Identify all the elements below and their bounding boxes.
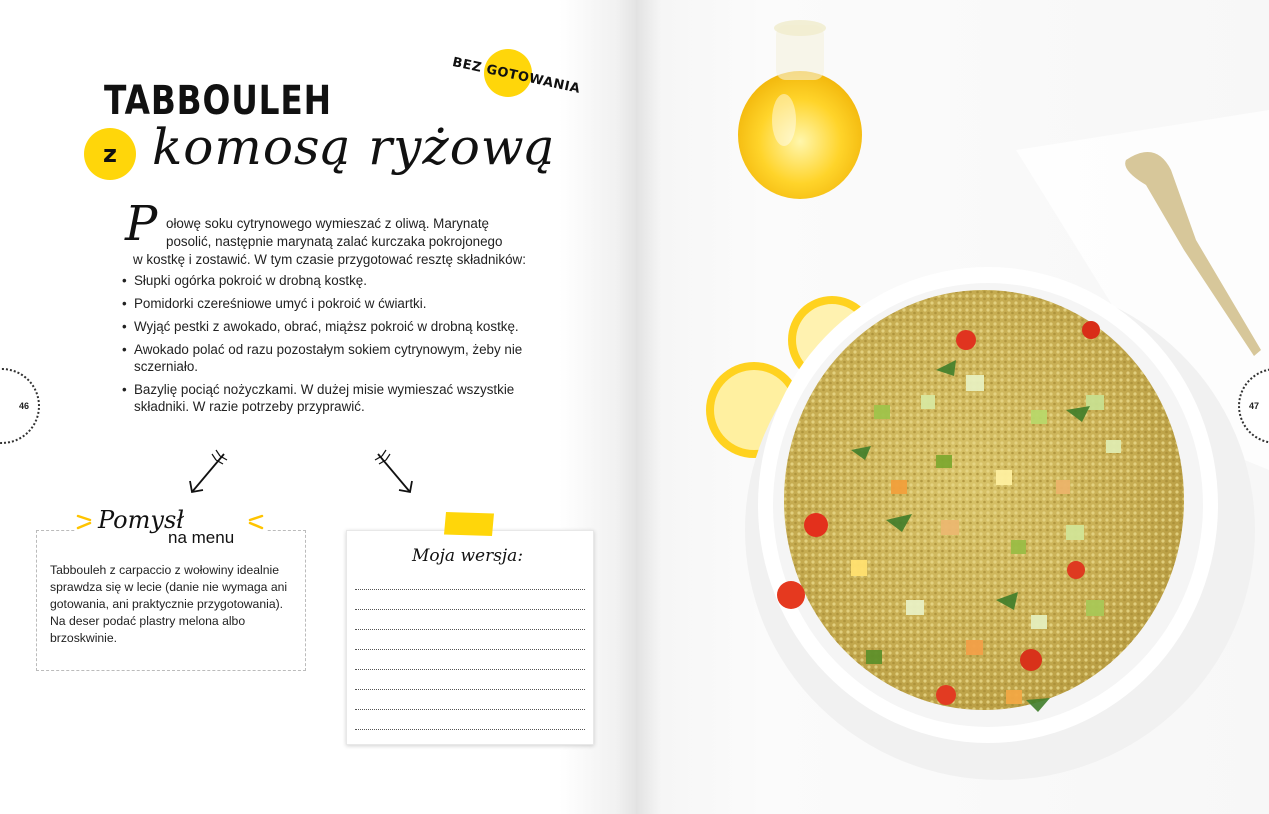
writing-line[interactable] bbox=[355, 669, 585, 670]
no-cooking-badge bbox=[450, 45, 582, 105]
writing-line[interactable] bbox=[355, 709, 585, 710]
step-item: • Awokado polać od razu pozostałym sokiem cytrynowym, żeby nie sczerniało. bbox=[120, 341, 530, 375]
writing-line[interactable] bbox=[355, 729, 585, 730]
my-version-title: Moja wersja: bbox=[412, 546, 524, 566]
intro-line-1: ołowę soku cytrynowego wymieszać z oliwą. Marynatę bbox=[166, 216, 489, 231]
tape-decoration bbox=[444, 512, 494, 536]
step-item: • Pomidorki czereśniowe umyć i pokroić w ćwiartki. bbox=[120, 295, 530, 312]
writing-line[interactable] bbox=[355, 589, 585, 590]
writing-line[interactable] bbox=[355, 689, 585, 690]
title-connector: z bbox=[103, 140, 117, 168]
intro-line-3: w kostkę i zostawić. W tym czasie przygotować resztę składników: bbox=[133, 252, 526, 267]
tabbouleh-bowl-photo bbox=[636, 0, 1269, 814]
recipe-title: TABBOULEH bbox=[104, 78, 332, 124]
sparkle-left-icon bbox=[76, 514, 96, 530]
writing-line[interactable] bbox=[355, 629, 585, 630]
menu-idea-title: Pomysł bbox=[98, 506, 185, 534]
writing-line[interactable] bbox=[355, 649, 585, 650]
arrow-down-left-icon bbox=[184, 448, 234, 498]
sparkle-right-icon bbox=[244, 514, 264, 530]
menu-idea-subtitle: na menu bbox=[168, 528, 235, 547]
step-item: • Słupki ogórka pokroić w drobną kostkę. bbox=[120, 272, 530, 289]
menu-idea-text: Tabbouleh z carpaccio z wołowiny idealnie sprawdza się w lecie (danie nie wymaga ani gotowania, ani praktycznie przygotowania). Na deser podać plastry melona albo brzoskwinie. bbox=[50, 563, 288, 645]
menu-idea-header bbox=[76, 502, 266, 552]
badge-text: BEZ GOTOWANIA bbox=[450, 55, 582, 97]
page-number-right: 47 bbox=[1249, 401, 1260, 411]
step-item: • Bazylię pociąć nożyczkami. W dużej misie wymieszać wszystkie składniki. W razie potrzeby przyprawić. bbox=[120, 381, 530, 415]
page-number-left: 46 bbox=[18, 401, 29, 411]
arrow-down-right-icon bbox=[370, 448, 420, 498]
title-connector-circle bbox=[84, 128, 136, 180]
steps-list bbox=[120, 272, 530, 421]
intro-line-2: posolić, następnie marynatą zalać kurczaka pokrojonego bbox=[166, 234, 503, 249]
writing-line[interactable] bbox=[355, 609, 585, 610]
recipe-subtitle: komosą ryżową bbox=[152, 118, 556, 176]
right-page-photo bbox=[636, 0, 1269, 814]
step-item: • Wyjąć pestki z awokado, obrać, miąższ pokroić w drobną kostkę. bbox=[120, 318, 530, 335]
drop-cap: P bbox=[125, 196, 158, 252]
